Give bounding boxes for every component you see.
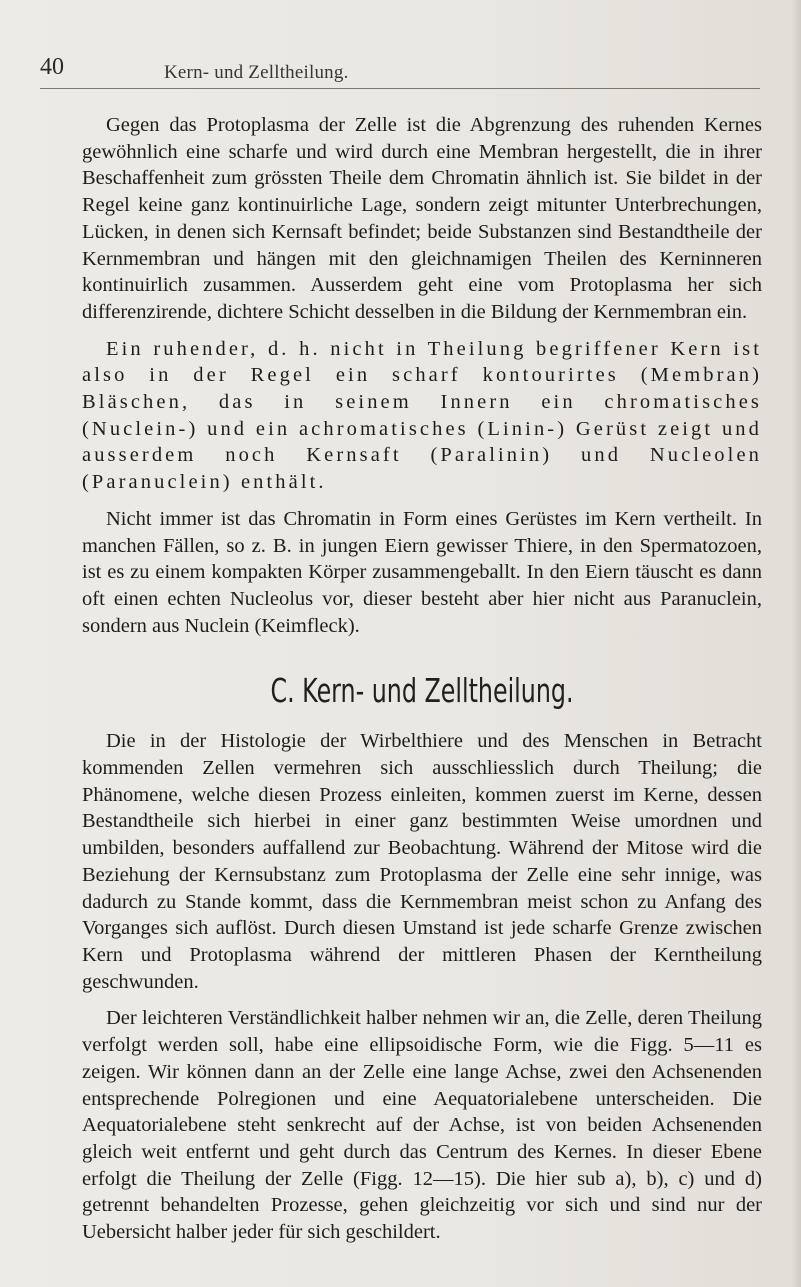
paragraph-ellipsoid-cell: Der leichteren Verständlichkeit halber nehmen wir an, die Zelle, deren Theilung verfolgt werden soll, habe eine ellipsoidische Form, wie die Figg. 5—11 es zeigen. Wir können dann an der Zelle eine lange Achse, zwei den Achsenenden entsprechende Polregionen und eine Aequatorialebene unterscheiden. Die Aequatorialebene steht senkrecht auf der Achse, ist von beiden Achsenenden gleich weit entfernt und geht durch das Centrum des Kernes. In dieser Ebene erfolgt die Theilung der Zelle (Figg. 12—15). Die hier sub a), b), c) und d) getrennt behandelten Prozesse, gehen gleichzeitig vor sich und sind nur der Uebersicht halber jeder für sich geschildert.	[82, 1007, 762, 1244]
paragraph-cell-division: Die in der Histologie der Wirbelthiere und des Menschen in Betracht kommenden Zellen vermehren sich ausschliesslich durch Theilung; die Phänomene, welche diesen Prozess einleiten, kommen zuerst im Kerne, dessen Bestandtheile sich hierbei in einer ganz bestimmten Weise umordnen und umbilden, besonders auffallend zur Beobachtung. Während der Mitose wird die Beziehung der Kernsubstanz zum Protoplasma der Zelle eine sehr innige, was dadurch zu Stande kommt, dass die Kernmembran meist schon zu Anfang des Vorganges sich auflöst. Durch diesen Umstand ist jede scharfe Grenze zwischen Kern und Protoplasma während der mittleren Phasen der Kerntheilung geschwunden.	[82, 730, 762, 993]
page-edge-shadow	[791, 0, 801, 1287]
paragraph-chromatin-distribution: Nicht immer ist das Chromatin in Form eines Gerüstes im Kern vertheilt. In manchen Fällen, so z. B. in jungen Eiern gewisser Thiere, in den Spermatozoen, ist es zu einem kompakten Körper zusammengeballt. In den Eiern täuscht es dann oft einen echten Nucleolus vor, dieser besteht aber hier nicht aus Paranuclein, sondern aus Nuclein (Keimfleck).	[82, 507, 762, 637]
running-head: Kern- und Zelltheilung.	[164, 62, 349, 83]
header-rule	[40, 88, 760, 89]
paragraph-resting-nucleus: Ein ruhender, d. h. nicht in Theilung begriffener Kern ist also in der Regel ein scharf kontourirtes (Membran) Bläschen, das in seinem Innern ein chromatisches (Nuclein-) und ein achromatisches (Linin-) Gerüst zeigt und ausserdem noch Kernsaft (Paralinin) und Nucleolen (Paranuclein) enthält.	[82, 337, 762, 494]
paragraph-nuclear-membrane: Gegen das Protoplasma der Zelle ist die Abgrenzung des ruhenden Kernes gewöhnlich eine scharfe und wird durch eine Membran hergestellt, die in ihrer Beschaffenheit zum grössten Theile dem Chromatin ähnlich ist. Sie bildet in der Regel keine ganz kontinuirliche Lage, sondern zeigt mitunter Unterbrechungen, Lücken, in denen sich Kernsaft befindet; beide Substanzen sind Bestandtheile der Kernmembran und hängen mit den gleichnamigen Theilen des Kerninneren kontinuirlich zusammen. Ausserdem geht eine vom Protoplasma her sich differenzirende, dichtere Schicht desselben in die Bildung der Kernmembran ein.	[82, 114, 762, 323]
section-title: C. Kern- und Zelltheilung.	[270, 671, 574, 711]
page-header	[40, 54, 760, 88]
page-number: 40	[40, 54, 64, 80]
page-content	[82, 112, 762, 1246]
